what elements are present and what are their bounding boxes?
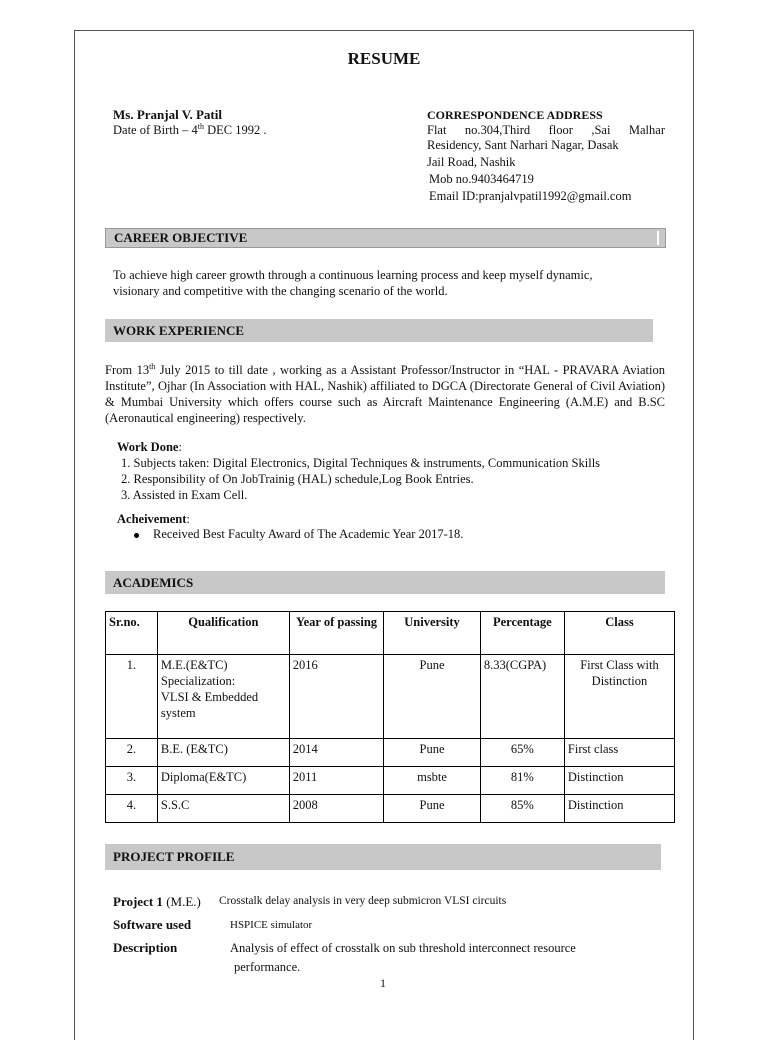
cell-percentage: 81%: [480, 767, 564, 795]
career-objective-text: To achieve high career growth through a continuous learning process and keep myself dynamic, visionary and competitive with the changing scenario of the world.: [113, 268, 593, 298]
header-percentage: Percentage: [480, 612, 564, 655]
header-year: Year of passing: [289, 612, 383, 655]
cell-year: 2011: [289, 767, 383, 795]
cell-university: Pune: [384, 655, 481, 739]
cell-class: First class: [564, 739, 674, 767]
software-used-value: HSPICE simulator: [230, 919, 313, 931]
bullet-icon: [134, 533, 139, 538]
cell-percentage: 65%: [480, 739, 564, 767]
cell-percentage: 8.33(CGPA): [480, 655, 564, 739]
cell-university: Pune: [384, 739, 481, 767]
work-experience-heading: WORK EXPERIENCE: [105, 319, 653, 342]
list-item: 1. Subjects taken: Digital Electronics, Digital Techniques & instruments, Communication Skills: [121, 456, 601, 470]
cell-class: Distinction: [564, 795, 674, 823]
academics-table: [105, 611, 675, 823]
list-item: 2. Responsibility of On JobTrainig (HAL) schedule,Log Book Entries.: [121, 472, 474, 486]
address-heading: CORRESPONDENCE ADDRESS: [427, 108, 603, 122]
cell-sr-no: 4.: [106, 795, 158, 823]
work-experience-intro: From 13th July 2015 to till date , working as a Assistant Professor/Instructor in “HAL - PRAVARA Aviation Institute”, Ojhar (In Association with HAL, Nashik) affiliated to DGCA (Directorate General of Civil Aviation) & Mumbai University which offers course such as Aircraft Maintenance Engineering (A.M.E) and B.SC (Aeronautical engineering) respectively.: [105, 362, 666, 425]
academics-heading: ACADEMICS: [105, 571, 665, 594]
address-line1: Flat no.304,Third floor ,Sai Malhar: [427, 123, 665, 137]
description-line1: Analysis of effect of crosstalk on sub threshold interconnect resource: [230, 941, 576, 955]
cell-year: 2014: [289, 739, 383, 767]
email-address: Email ID:pranjalvpatil1992@gmail.com: [429, 189, 632, 203]
cell-sr-no: 2.: [106, 739, 158, 767]
mobile-number: Mob no.9403464719: [429, 172, 534, 186]
list-item: 3. Assisted in Exam Cell.: [121, 488, 248, 502]
header-university: University: [384, 612, 481, 655]
cell-sr-no: 1.: [106, 655, 158, 739]
page-number: 1: [380, 976, 386, 990]
description-label: Description: [113, 940, 178, 955]
cell-year: 2008: [289, 795, 383, 823]
date-of-birth: Date of Birth – 4th DEC 1992 .: [113, 122, 267, 137]
cell-class: First Class with Distinction: [564, 655, 674, 739]
cell-qualification: S.S.C: [157, 795, 289, 823]
cell-university: Pune: [384, 795, 481, 823]
table-row: [106, 795, 675, 823]
cell-percentage: 85%: [480, 795, 564, 823]
table-row: [106, 739, 675, 767]
header-qualification: Qualification: [157, 612, 289, 655]
table-row: [106, 655, 675, 739]
cell-qualification: B.E. (E&TC): [157, 739, 289, 767]
cell-university: msbte: [384, 767, 481, 795]
description-line2: performance.: [234, 960, 301, 974]
project-1-title: Crosstalk delay analysis in very deep submicron VLSI circuits: [219, 895, 507, 907]
address-line3: Jail Road, Nashik: [427, 155, 516, 169]
project-1-label: Project 1 (M.E.): [113, 894, 201, 909]
cell-qualification: Diploma(E&TC): [157, 767, 289, 795]
cell-class: Distinction: [564, 767, 674, 795]
cell-year: 2016: [289, 655, 383, 739]
header-sr-no: Sr.no.: [106, 612, 158, 655]
career-objective-heading: CAREER OBJECTIVE: [105, 228, 666, 248]
software-used-label: Software used: [113, 917, 192, 932]
header-class: Class: [564, 612, 674, 655]
resume-title: RESUME: [347, 49, 421, 68]
cell-qualification: M.E.(E&TC) Specialization: VLSI & Embedded system: [157, 655, 289, 739]
cell-sr-no: 3.: [106, 767, 158, 795]
candidate-name: Ms. Pranjal V. Patil: [113, 107, 222, 122]
work-done-label: Work Done:: [117, 440, 182, 454]
achievement-item: Received Best Faculty Award of The Academic Year 2017-18.: [134, 527, 463, 542]
work-done-list: [121, 455, 600, 503]
address-line2: Residency, Sant Narhari Nagar, Dasak: [427, 138, 619, 152]
table-row: [106, 767, 675, 795]
table-header-row: [106, 612, 675, 655]
project-profile-heading: PROJECT PROFILE: [105, 844, 661, 870]
achievement-label: Acheivement:: [117, 512, 190, 526]
